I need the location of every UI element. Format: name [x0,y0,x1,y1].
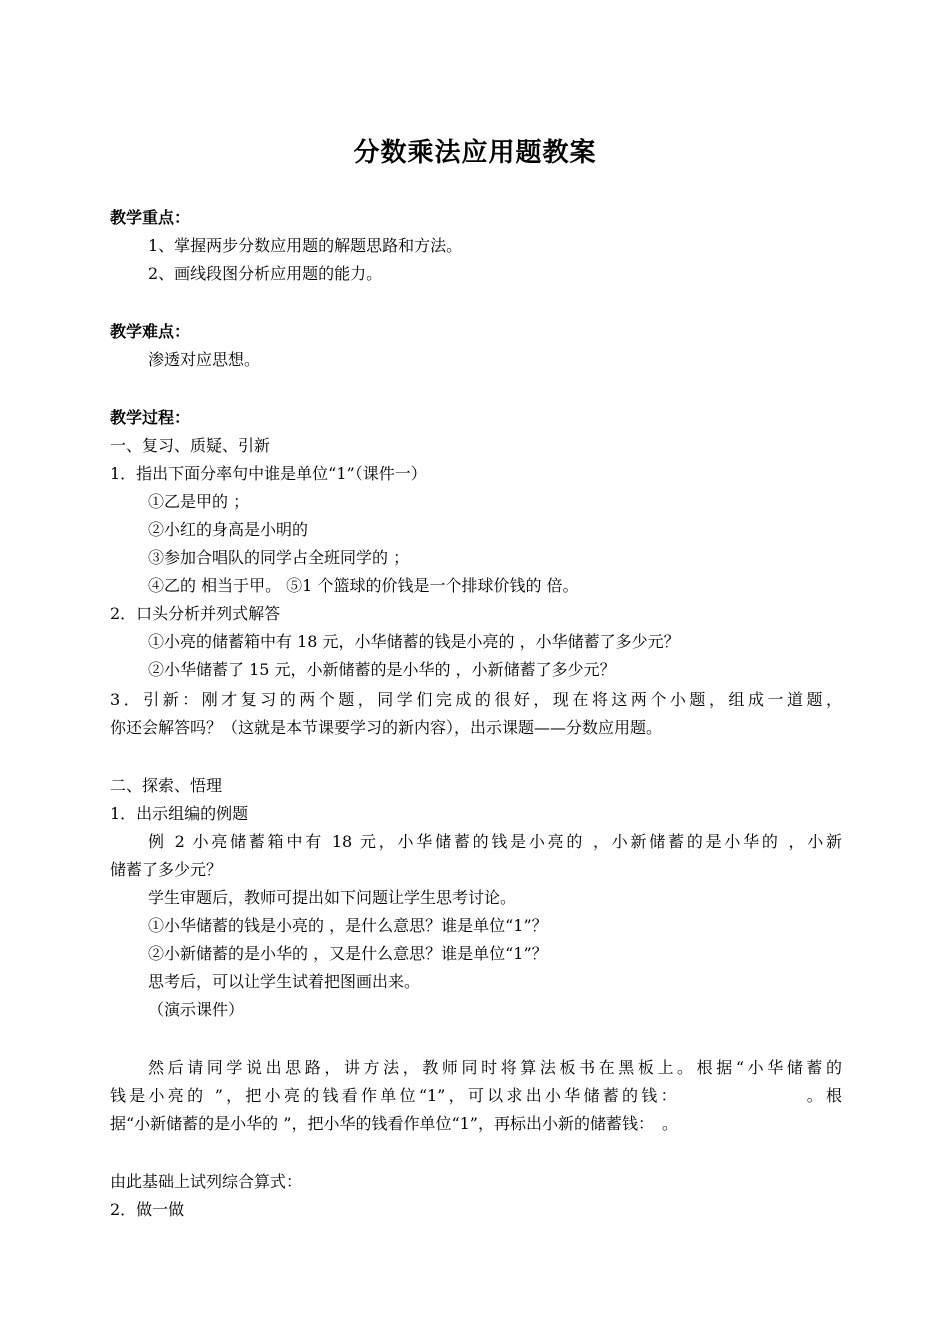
text-line: ①小华储蓄的钱是小亮的 ，是什么意思？谁是单位“1”？ [148,916,548,935]
difficulty-item: 渗透对应思想。 [148,350,261,369]
paragraph-line: 钱是小亮的 ”，把小亮的钱看作单位“1”，可以求出小华储蓄的钱： 。根 [110,1086,842,1105]
focus-item: 2、画线段图分析应用题的能力。 [148,264,383,283]
page-title: 分数乘法应用题教案 [353,138,597,168]
question-item: ②小华储蓄了 15 元，小新储蓄的是小华的 ，小新储蓄了多少元？ [148,660,616,679]
text-line: 由此基础上试列综合算式： [110,1172,303,1191]
text-line: ②小新储蓄的是小华的 ，又是什么意思？谁是单位“1”？ [148,944,548,963]
question: 1．出示组编的例题 [110,804,249,823]
paragraph-line: 然后请同学说出思路，讲方法，教师同时将算法板书在黑板上。根据“小华储蓄的 [148,1058,842,1077]
text-line: 学生审题后，教师可提出如下问题让学生思考讨论。 [148,888,517,907]
question: 1．指出下面分率句中谁是单位“1”（课件一） [110,464,427,483]
focus-heading: 教学重点： [110,208,191,227]
question-item: ①乙是甲的 ； [148,492,250,511]
section-title: 二、探索、悟理 [110,776,223,795]
process-heading: 教学过程： [110,408,191,427]
question-item: ②小红的身高是小明的 [148,520,309,539]
example-line: 储蓄了多少元？ [110,860,223,879]
focus-item: 1、掌握两步分数应用题的解题思路和方法。 [148,236,463,255]
question-item: ③参加合唱队的同学占全班同学的 ； [148,548,410,567]
question: 2．口头分析并列式解答 [110,604,281,623]
example-line: 例 2 小亮储蓄箱中有 18 元，小华储蓄的钱是小亮的 ，小新储蓄的是小华的 ，小新 [148,832,842,851]
section-title: 一、复习、质疑、引新 [110,436,271,455]
question-item: ①小亮的储蓄箱中有 18 元，小华储蓄的钱是小亮的 ，小华储蓄了多少元？ [148,632,680,651]
question: 2．做一做 [110,1200,185,1219]
text-line: 思考后，可以让学生试着把图画出来。 [148,972,421,991]
paragraph-line: 你还会解答吗？（这就是本节课要学习的新内容），出示课题——分数应用题。 [110,718,663,737]
paragraph-line: 3．引新：刚才复习的两个题，同学们完成的很好，现在将这两个小题，组成一道题， [110,690,842,709]
question-item: ④乙的 相当于甲。 ⑤1 个篮球的价钱是一个排球价钱的 倍。 [148,576,579,595]
difficulty-heading: 教学难点： [110,322,191,341]
paragraph-line: 据“小新储蓄的是小华的 ”，把小华的钱看作单位“1”，再标出小新的储蓄钱： 。 [110,1114,678,1133]
text-line: （演示课件） [148,1000,245,1019]
